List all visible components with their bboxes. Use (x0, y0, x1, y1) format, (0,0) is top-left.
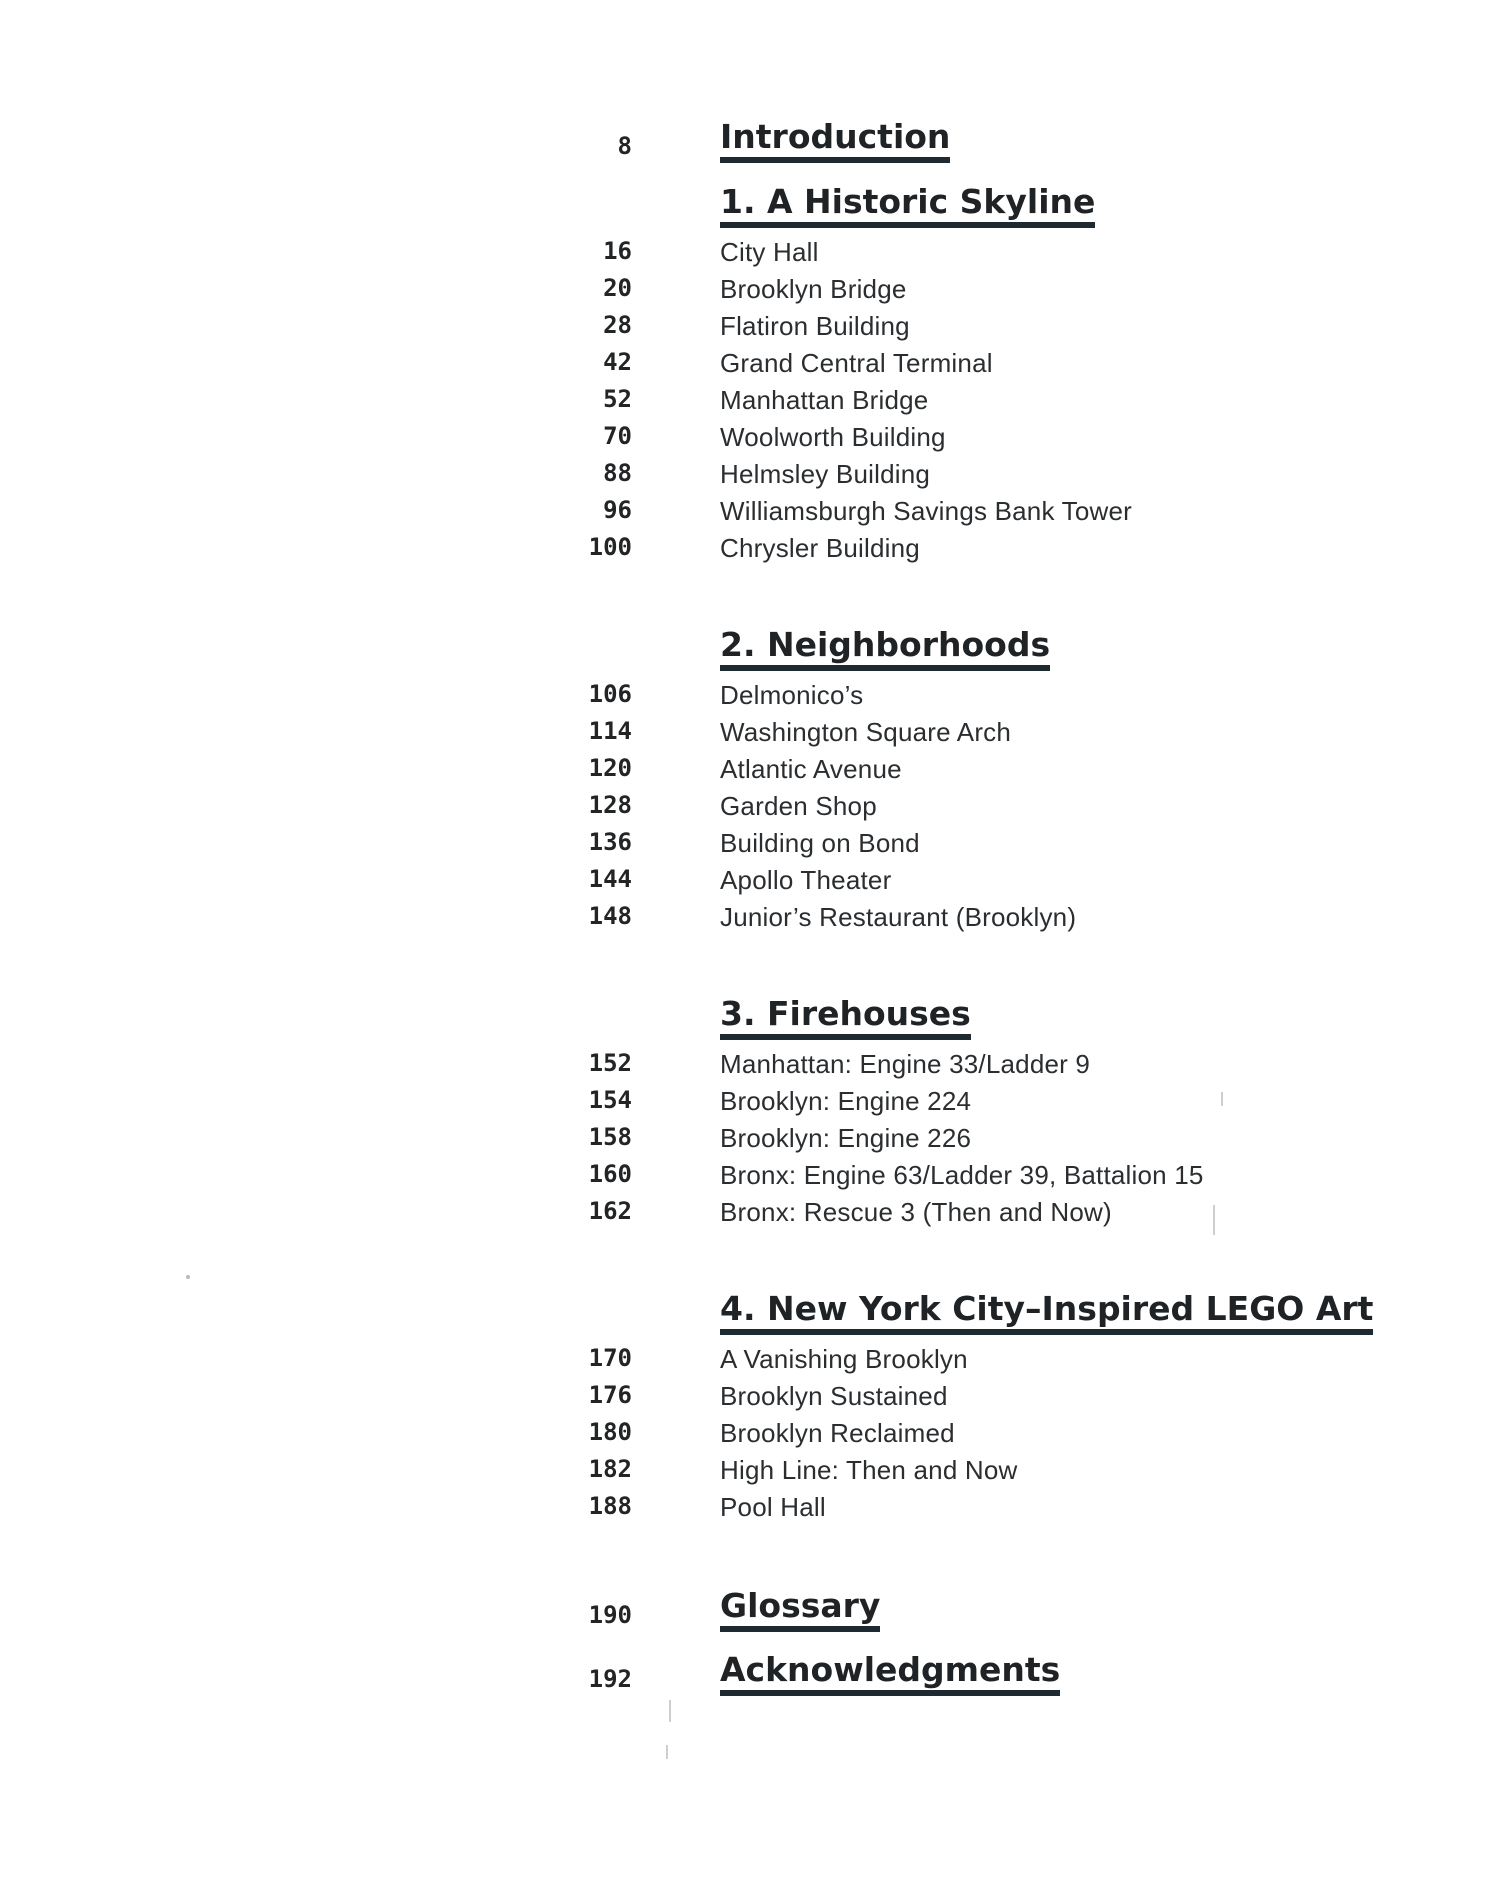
toc-heading-acknowledgments[interactable]: Acknowledgments (720, 1651, 1060, 1696)
scan-artifact (1221, 1092, 1223, 1106)
entry-title: Bronx: Engine 63/Ladder 39, Battalion 15 (720, 1160, 1204, 1190)
entry-title: Flatiron Building (720, 311, 910, 341)
section-heading[interactable]: 1. A Historic Skyline (720, 183, 1095, 228)
entry-title: Garden Shop (720, 791, 877, 821)
entry-title: Pool Hall (720, 1492, 826, 1522)
page-number: 16 (603, 237, 632, 265)
page-number: 180 (588, 1418, 632, 1446)
scan-artifact (666, 1745, 668, 1759)
entry-title: Brooklyn Reclaimed (720, 1418, 955, 1448)
page-number: 182 (588, 1455, 632, 1483)
page-number: 158 (588, 1123, 632, 1151)
page-number: 106 (588, 680, 632, 708)
section-heading[interactable]: 2. Neighborhoods (720, 626, 1050, 671)
page-number: 176 (588, 1381, 632, 1409)
entry-title: Brooklyn: Engine 224 (720, 1086, 972, 1116)
entry-title: A Vanishing Brooklyn (720, 1344, 968, 1374)
toc-heading-glossary[interactable]: Glossary (720, 1587, 880, 1632)
entry-title: Delmonico’s (720, 680, 864, 710)
page-number: 120 (588, 754, 632, 782)
section-heading[interactable]: 4. New York City–Inspired LEGO Art (720, 1290, 1373, 1335)
page-number: 188 (588, 1492, 632, 1520)
entry-title: Washington Square Arch (720, 717, 1012, 747)
page-number: 52 (603, 385, 632, 413)
page-number: 170 (588, 1344, 632, 1372)
page-number: 42 (603, 348, 632, 376)
entry-title: Woolworth Building (720, 422, 946, 452)
entry-title: High Line: Then and Now (720, 1455, 1018, 1485)
entry-title: Junior’s Restaurant (Brooklyn) (720, 902, 1077, 932)
entry-title: Apollo Theater (720, 865, 892, 895)
page-number: 70 (603, 422, 632, 450)
page-number: 190 (588, 1601, 632, 1629)
scan-artifact (669, 1700, 671, 1722)
scan-artifact (1213, 1205, 1215, 1235)
toc-heading-introduction[interactable]: Introduction (720, 118, 950, 163)
entry-title: Grand Central Terminal (720, 348, 993, 378)
entry-title: Bronx: Rescue 3 (Then and Now) (720, 1197, 1112, 1227)
scan-speck (186, 1275, 190, 1279)
page-number: 28 (603, 311, 632, 339)
page-number: 88 (603, 459, 632, 487)
page-number: 192 (588, 1665, 632, 1693)
page-number: 144 (588, 865, 632, 893)
page-number: 100 (588, 533, 632, 561)
page-number: 160 (588, 1160, 632, 1188)
entry-title: Brooklyn: Engine 226 (720, 1123, 972, 1153)
entry-title: Manhattan: Engine 33/Ladder 9 (720, 1049, 1091, 1079)
entry-title: City Hall (720, 237, 819, 267)
entry-title: Building on Bond (720, 828, 920, 858)
entry-title: Manhattan Bridge (720, 385, 929, 415)
page-number: 154 (588, 1086, 632, 1114)
page-number: 148 (588, 902, 632, 930)
page-number: 128 (588, 791, 632, 819)
page-number: 152 (588, 1049, 632, 1077)
page-number: 96 (603, 496, 632, 524)
page-number: 20 (603, 274, 632, 302)
page-number: 114 (588, 717, 632, 745)
page-number: 8 (617, 132, 632, 160)
entry-title: Brooklyn Sustained (720, 1381, 948, 1411)
entry-title: Atlantic Avenue (720, 754, 902, 784)
entry-title: Brooklyn Bridge (720, 274, 907, 304)
page-number: 162 (588, 1197, 632, 1225)
page-number: 136 (588, 828, 632, 856)
section-heading[interactable]: 3. Firehouses (720, 995, 971, 1040)
entry-title: Chrysler Building (720, 533, 920, 563)
entry-title: Helmsley Building (720, 459, 931, 489)
entry-title: Williamsburgh Savings Bank Tower (720, 496, 1132, 526)
